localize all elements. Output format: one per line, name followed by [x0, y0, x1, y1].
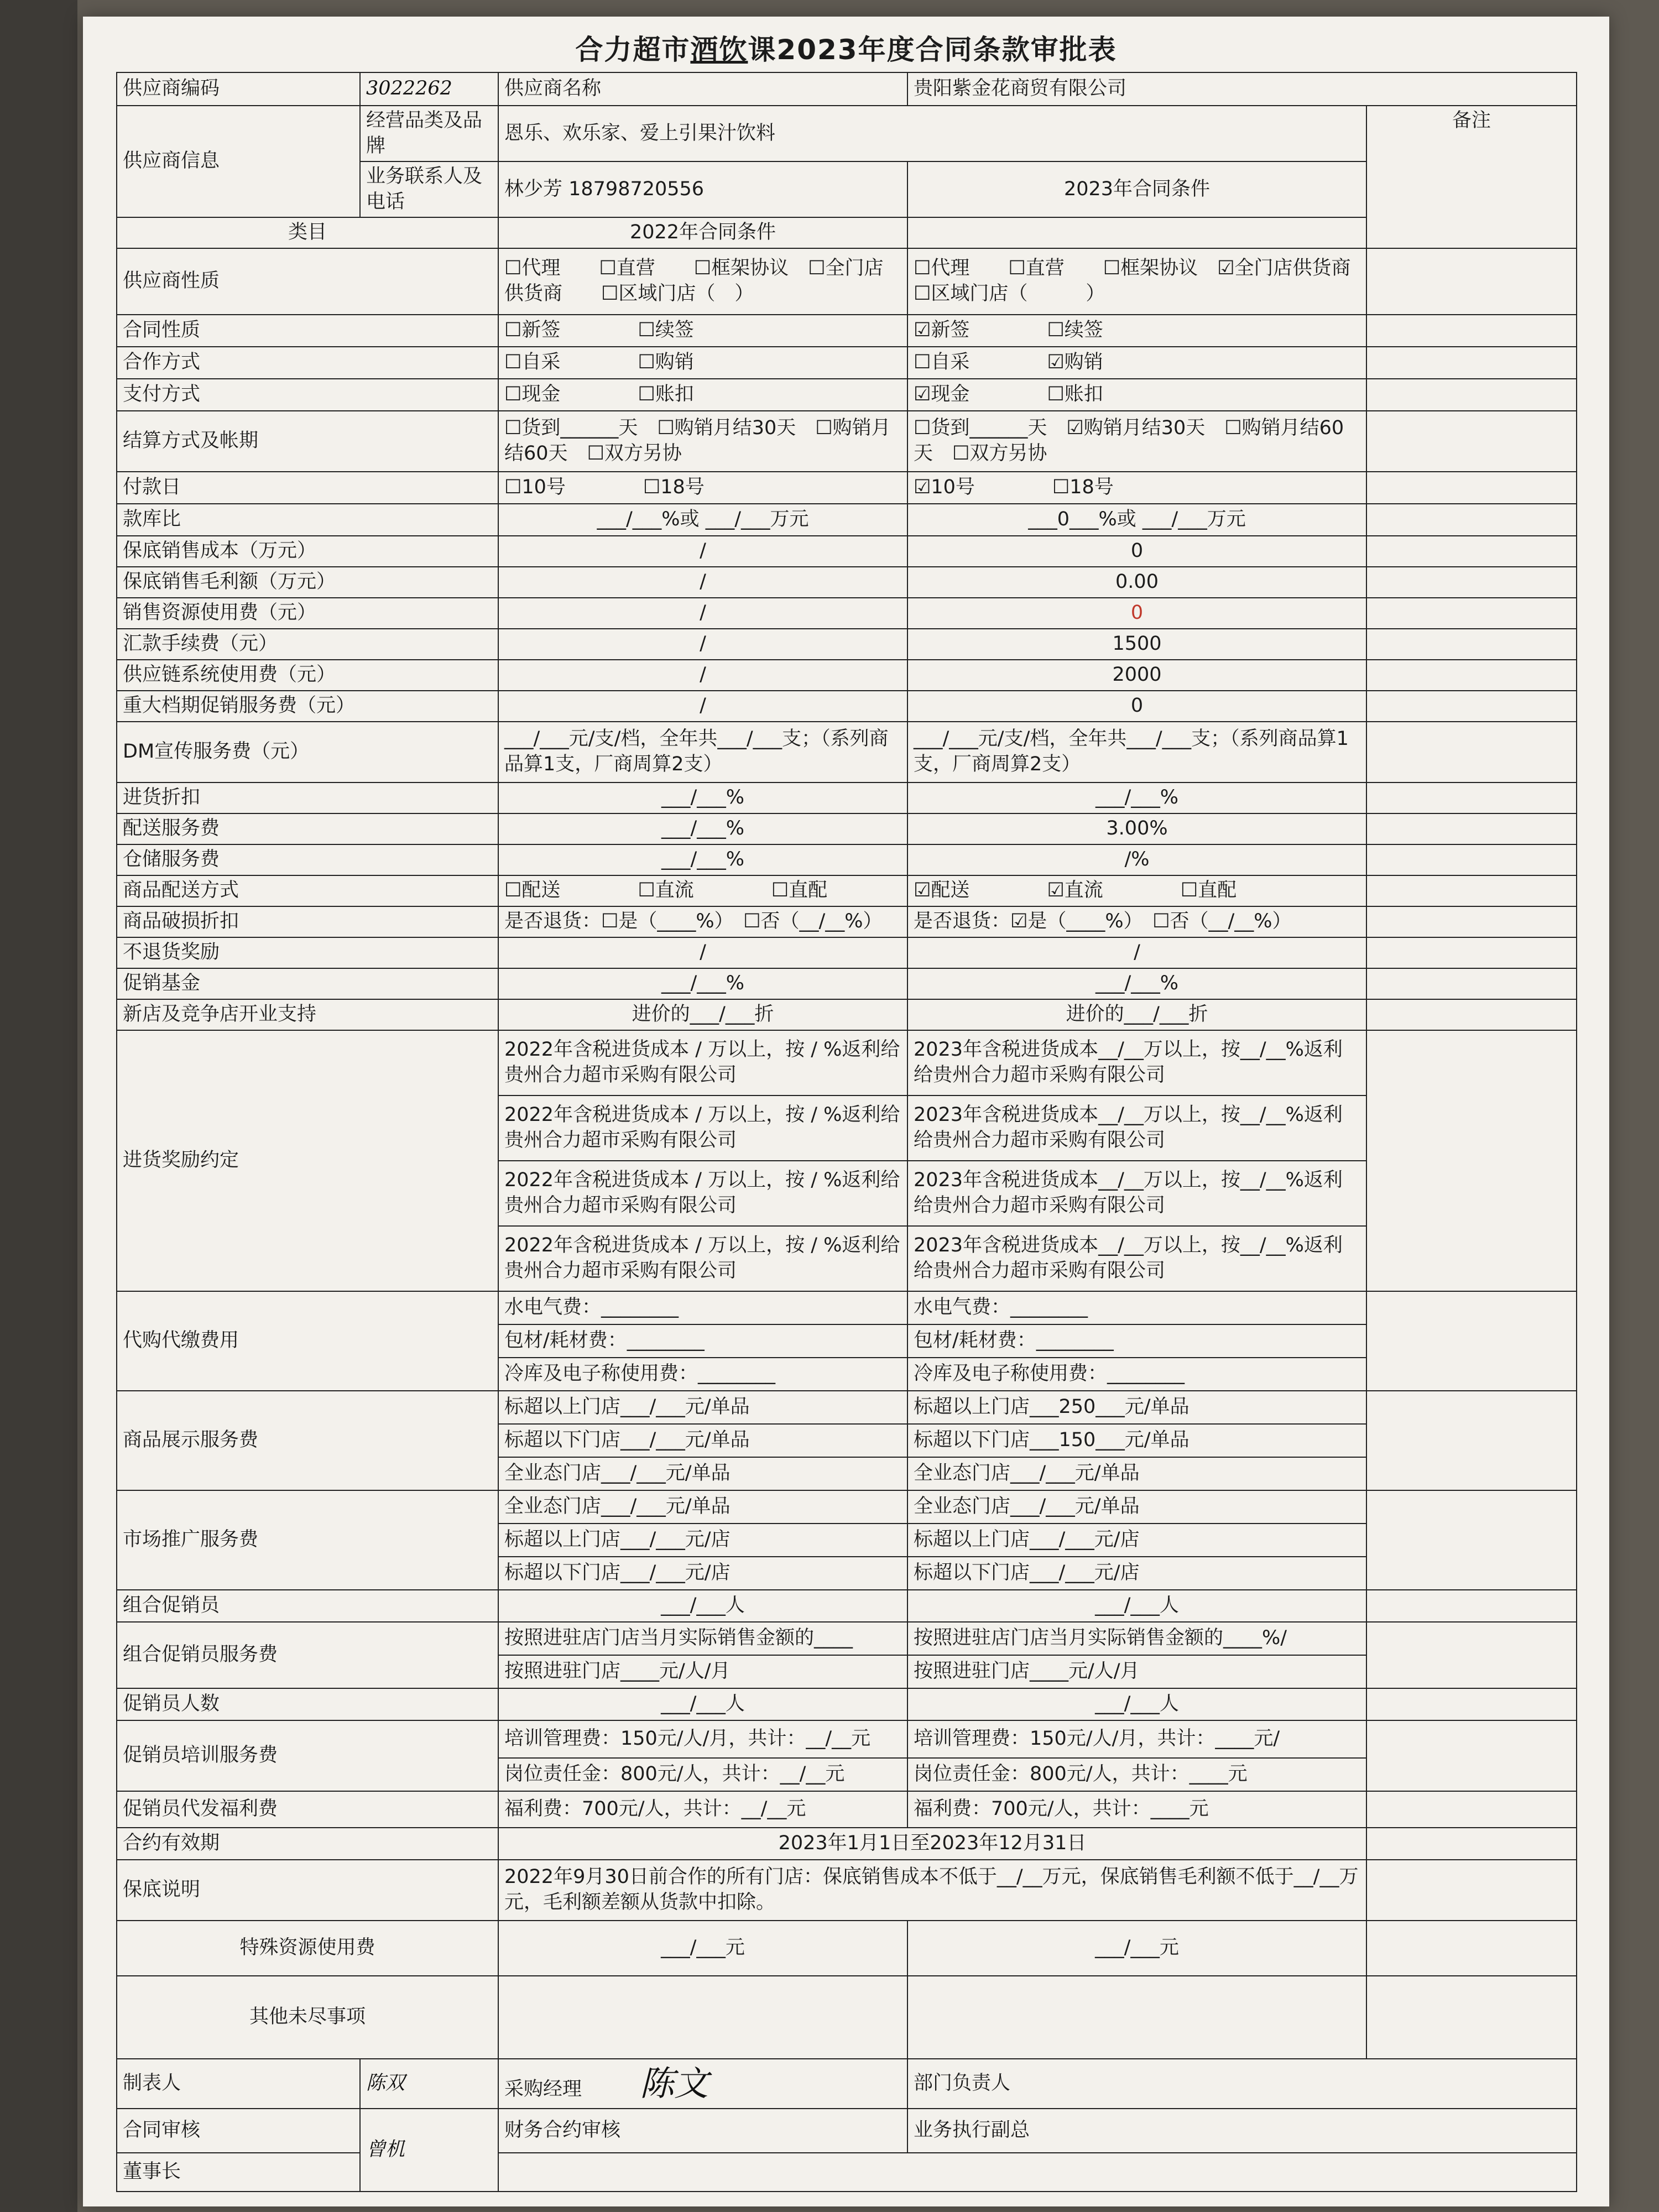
row-2023-value: 0.00	[907, 567, 1366, 598]
market-2022-item: 标超以上门店___/___元/店	[498, 1524, 907, 1557]
dept-head-label: 部门负责人	[907, 2059, 1577, 2109]
remark-cell	[1366, 660, 1577, 691]
row-label: 合作方式	[117, 347, 498, 379]
remark-cell	[1366, 347, 1577, 379]
row-label: 促销基金	[117, 968, 498, 999]
row-2023-value: ☑10号 ☐18号	[907, 472, 1366, 504]
row-label: 保底销售成本（万元）	[117, 536, 498, 567]
market-2023-item: 全业态门店___/___元/单品	[907, 1490, 1366, 1524]
remark-cell	[1366, 411, 1577, 472]
row-2023-value: 0	[907, 598, 1366, 629]
row-2023-value: 福利费：700元/人，共计：____元	[907, 1791, 1366, 1828]
row-label: 支付方式	[117, 379, 498, 411]
category-value: 恩乐、欢乐家、爱上引果汁饮料	[498, 106, 1366, 161]
remark-cell	[1366, 813, 1577, 844]
row-2023-value: 1500	[907, 629, 1366, 660]
row-2023-value: 0	[907, 691, 1366, 722]
row-label: 供应商性质	[117, 248, 498, 315]
row-label: 合约有效期	[117, 1828, 498, 1860]
remark-cell	[1366, 691, 1577, 722]
proxy-2022-item: 冷库及电子称使用费：________	[498, 1358, 907, 1391]
remark-cell	[1366, 1791, 1577, 1828]
remark-cell	[1366, 567, 1577, 598]
row-label: 商品配送方式	[117, 875, 498, 906]
title-dept: 酒饮	[690, 34, 748, 66]
purchase-manager-text: 采购经理	[504, 2078, 582, 2100]
supplier-name-label: 供应商名称	[498, 72, 907, 106]
row-label: 供应链系统使用费（元）	[117, 660, 498, 691]
remark-cell	[1366, 1590, 1577, 1622]
maker-label: 制表人	[117, 2059, 360, 2109]
row-2022-value: ☐代理 ☐直营 ☐框架协议 ☐全门店供货商 ☐区域门店（ ）	[498, 248, 907, 315]
row-2022-value: ☐货到______天 ☐购销月结30天 ☐购销月结60天 ☐双方另协	[498, 411, 907, 472]
remark-cell	[1366, 1622, 1577, 1688]
row-2022-value: ___/___人	[498, 1688, 907, 1720]
row-label: 组合促销员服务费	[117, 1622, 498, 1688]
display-2023-item: 全业态门店___/___元/单品	[907, 1457, 1366, 1490]
row-2022-value: /	[498, 598, 907, 629]
remark-cell	[1366, 1030, 1577, 1291]
row-2022-value: ___/___%	[498, 968, 907, 999]
row-2023-value: 3.00%	[907, 813, 1366, 844]
row-2022-value: /	[498, 937, 907, 968]
chairman-signature-cell	[498, 2153, 1577, 2192]
col-2023-header: 2023年合同条件	[907, 161, 1366, 217]
row-2022-value: /	[498, 536, 907, 567]
row-label: 付款日	[117, 472, 498, 504]
row-2023-value: ☑新签 ☐续签	[907, 315, 1366, 347]
purchase-manager-label	[498, 2059, 907, 2109]
contact-value: 林少芳 18798720556	[498, 161, 907, 217]
training-2022-item: 培训管理费：150元/人/月，共计：__/__元	[498, 1720, 907, 1758]
remark-cell	[1366, 906, 1577, 937]
row-2022-value: ☐10号 ☐18号	[498, 472, 907, 504]
background-shadow	[0, 0, 77, 2212]
combo-fee-2023-item: 按照进驻门店____元/人/月	[907, 1655, 1366, 1688]
proxy-2023-item: 冷库及电子称使用费：________	[907, 1358, 1366, 1391]
display-2023-item: 标超以上门店___250___元/单品	[907, 1391, 1366, 1424]
row-label: 进货折扣	[117, 782, 498, 813]
remark-cell	[1366, 629, 1577, 660]
remark-cell	[1366, 1976, 1577, 2059]
row-2023-value: ___/___元	[907, 1921, 1366, 1976]
display-2022-item: 标超以上门店___/___元/单品	[498, 1391, 907, 1424]
remark-cell	[1366, 598, 1577, 629]
training-2023-item: 岗位责任金：800元/人，共计：____元	[907, 1758, 1366, 1791]
remark-cell	[1366, 1720, 1577, 1791]
rebate-2022-value: 2022年含税进货成本 / 万以上，按 / %返利给贵州合力超市采购有限公司	[498, 1226, 907, 1291]
remark-cell	[1366, 722, 1577, 782]
approval-form-sheet	[83, 17, 1609, 2206]
market-2023-item: 标超以上门店___/___元/店	[907, 1524, 1366, 1557]
remark-cell	[1366, 536, 1577, 567]
row-2022-value: 进价的___/___折	[498, 999, 907, 1030]
row-2022-value: ___/___%或 ___/___万元	[498, 504, 907, 536]
rebate-2022-value: 2022年含税进货成本 / 万以上，按 / %返利给贵州合力超市采购有限公司	[498, 1095, 907, 1161]
combo-fee-2022-item: 按照进驻门店____元/人/月	[498, 1655, 907, 1688]
row-label: 商品破损折扣	[117, 906, 498, 937]
row-2022-value: /	[498, 691, 907, 722]
remark-cell	[1366, 1828, 1577, 1860]
rebate-2023-value: 2023年含税进货成本__/__万以上，按__/__%返利给贵州合力超市采购有限公司	[907, 1030, 1366, 1095]
remark-cell	[1366, 1391, 1577, 1490]
proxy-2022-item: 包材/耗材费：________	[498, 1324, 907, 1358]
row-label: 仓储服务费	[117, 844, 498, 875]
row-2023-value: /	[907, 937, 1366, 968]
training-2023-item: 培训管理费：150元/人/月，共计：____元/	[907, 1720, 1366, 1758]
row-2023-value: ☐货到______天 ☑购销月结30天 ☐购销月结60天 ☐双方另协	[907, 411, 1366, 472]
row-2022-value: ☐自采 ☐购销	[498, 347, 907, 379]
market-2023-item: 标超以下门店___/___元/店	[907, 1557, 1366, 1590]
other-2023-value	[907, 1976, 1366, 2059]
row-2022-value: /	[498, 629, 907, 660]
review-signature: 曾机	[360, 2109, 498, 2192]
row-label: 重大档期促销服务费（元）	[117, 691, 498, 722]
guarantee-note-value: 2022年9月30日前合作的所有门店：保底销售成本不低于__/__万元，保底销售毛利额不低于__/__万元，毛利额差额从货款中扣除。	[498, 1860, 1366, 1921]
remark-cell	[1366, 968, 1577, 999]
proxy-2023-item: 水电气费：________	[907, 1291, 1366, 1324]
row-2023-value: ☑配送 ☑直流 ☐直配	[907, 875, 1366, 906]
exec-vp-label: 业务执行副总	[907, 2109, 1577, 2153]
remark-cell	[1366, 1688, 1577, 1720]
row-2022-value: ___/___元/支/档，全年共___/___支；（系列商品算1支，厂商周算2支）	[498, 722, 907, 782]
category-label: 经营品类及品牌	[360, 106, 498, 161]
rebate-2023-value: 2023年含税进货成本__/__万以上，按__/__%返利给贵州合力超市采购有限公司	[907, 1095, 1366, 1161]
row-2023-value: 0	[907, 536, 1366, 567]
remark-cell	[1366, 379, 1577, 411]
row-label: 保底说明	[117, 1860, 498, 1921]
rebate-2023-value: 2023年含税进货成本__/__万以上，按__/__%返利给贵州合力超市采购有限公司	[907, 1226, 1366, 1291]
remark-header: 备注	[1366, 106, 1577, 248]
row-label: 进货奖励约定	[117, 1030, 498, 1291]
market-2022-item: 全业态门店___/___元/单品	[498, 1490, 907, 1524]
display-2022-item: 全业态门店___/___元/单品	[498, 1457, 907, 1490]
remark-cell	[1366, 875, 1577, 906]
supplier-code-value: 3022262	[360, 72, 498, 106]
row-2022-value: /	[498, 660, 907, 691]
remark-cell	[1366, 1291, 1577, 1391]
col-2022-header: 2022年合同条件	[498, 217, 907, 248]
row-2023-value: ☑现金 ☐账扣	[907, 379, 1366, 411]
proxy-2022-item: 水电气费：________	[498, 1291, 907, 1324]
row-2023-value: 是否退货：☑是（____%） ☐否（__/__%）	[907, 906, 1366, 937]
supplier-name-value: 贵阳紫金花商贸有限公司	[907, 72, 1577, 106]
rebate-2022-value: 2022年含税进货成本 / 万以上，按 / %返利给贵州合力超市采购有限公司	[498, 1161, 907, 1226]
row-2022-value: ☐新签 ☐续签	[498, 315, 907, 347]
title-suffix: 课2023年度合同条款审批表	[748, 34, 1117, 66]
row-2022-value: ___/___%	[498, 782, 907, 813]
contract-terms-table	[116, 72, 1577, 2192]
rebate-2022-value: 2022年含税进货成本 / 万以上，按 / %返利给贵州合力超市采购有限公司	[498, 1030, 907, 1095]
row-label: 商品展示服务费	[117, 1391, 498, 1490]
contract-period-value: 2023年1月1日至2023年12月31日	[498, 1828, 1366, 1860]
row-label: 保底销售毛利额（万元）	[117, 567, 498, 598]
purchase-signature: 陈文	[640, 2063, 709, 2104]
form-title	[83, 28, 1609, 67]
spacer	[907, 217, 1366, 248]
row-2023-value: ___/___元/支/档，全年共___/___支；（系列商品算1支，厂商周算2支）	[907, 722, 1366, 782]
row-2023-value: 2000	[907, 660, 1366, 691]
row-2023-value: /%	[907, 844, 1366, 875]
combo-fee-2023-item: 按照进驻店门店当月实际销售金额的____%/	[907, 1622, 1366, 1655]
title-prefix: 合力超市	[575, 34, 691, 66]
row-2023-value: ___/___人	[907, 1590, 1366, 1622]
row-2022-value: /	[498, 567, 907, 598]
row-label: 结算方式及帐期	[117, 411, 498, 472]
row-label: 促销员代发福利费	[117, 1791, 498, 1828]
row-label: 不退货奖励	[117, 937, 498, 968]
maker-signature: 陈双	[360, 2059, 498, 2109]
rebate-2023-value: 2023年含税进货成本__/__万以上，按__/__%返利给贵州合力超市采购有限公司	[907, 1161, 1366, 1226]
row-label: 促销员人数	[117, 1688, 498, 1720]
row-label: 其他未尽事项	[117, 1976, 498, 2059]
remark-cell	[1366, 1921, 1577, 1976]
contact-label: 业务联系人及电话	[360, 161, 498, 217]
training-2022-item: 岗位责任金：800元/人，共计：__/__元	[498, 1758, 907, 1791]
row-2023-value: ☐自采 ☑购销	[907, 347, 1366, 379]
row-2023-value: ___/___%	[907, 968, 1366, 999]
row-label: 促销员培训服务费	[117, 1720, 498, 1791]
row-label: DM宣传服务费（元）	[117, 722, 498, 782]
row-2022-value: ___/___元	[498, 1921, 907, 1976]
supplier-code-label: 供应商编码	[117, 72, 360, 106]
row-label: 配送服务费	[117, 813, 498, 844]
finance-review-label: 财务合约审核	[498, 2109, 907, 2153]
row-label: 销售资源使用费（元）	[117, 598, 498, 629]
row-2022-value: ___/___%	[498, 813, 907, 844]
row-2023-value: ☐代理 ☐直营 ☐框架协议 ☑全门店供货商 ☐区域门店（ ）	[907, 248, 1366, 315]
row-2022-value: ☐配送 ☐直流 ☐直配	[498, 875, 907, 906]
row-label: 款库比	[117, 504, 498, 536]
remark-cell	[1366, 1860, 1577, 1921]
display-2022-item: 标超以下门店___/___元/单品	[498, 1424, 907, 1457]
type-header: 类目	[117, 217, 498, 248]
supplier-info-label: 供应商信息	[117, 106, 360, 217]
row-2022-value: ___/___人	[498, 1590, 907, 1622]
row-label: 汇款手续费（元）	[117, 629, 498, 660]
row-2023-value: ___/___%	[907, 782, 1366, 813]
row-label: 市场推广服务费	[117, 1490, 498, 1590]
row-2023-value: 进价的___/___折	[907, 999, 1366, 1030]
row-2023-value: ___/___人	[907, 1688, 1366, 1720]
remark-cell	[1366, 937, 1577, 968]
combo-fee-2022-item: 按照进驻店门店当月实际销售金额的____	[498, 1622, 907, 1655]
row-label: 组合促销员	[117, 1590, 498, 1622]
proxy-2023-item: 包材/耗材费：________	[907, 1324, 1366, 1358]
row-2022-value: 福利费：700元/人，共计：__/__元	[498, 1791, 907, 1828]
display-2023-item: 标超以下门店___150___元/单品	[907, 1424, 1366, 1457]
chairman-label: 董事长	[117, 2153, 360, 2192]
remark-cell	[1366, 1490, 1577, 1590]
row-2022-value: ___/___%	[498, 844, 907, 875]
row-label: 新店及竞争店开业支持	[117, 999, 498, 1030]
remark-cell	[1366, 999, 1577, 1030]
row-2022-value: ☐现金 ☐账扣	[498, 379, 907, 411]
remark-cell	[1366, 844, 1577, 875]
row-2023-value: ___0___%或 ___/___万元	[907, 504, 1366, 536]
other-2022-value	[498, 1976, 907, 2059]
remark-cell	[1366, 504, 1577, 536]
market-2022-item: 标超以下门店___/___元/店	[498, 1557, 907, 1590]
remark-cell	[1366, 472, 1577, 504]
remark-cell	[1366, 782, 1577, 813]
row-label: 合同性质	[117, 315, 498, 347]
remark-cell	[1366, 315, 1577, 347]
row-label: 特殊资源使用费	[117, 1921, 498, 1976]
row-label: 代购代缴费用	[117, 1291, 498, 1391]
row-2022-value: 是否退货：☐是（____%） ☐否（__/__%）	[498, 906, 907, 937]
contract-review-label: 合同审核	[117, 2109, 360, 2153]
remark-cell	[1366, 248, 1577, 315]
